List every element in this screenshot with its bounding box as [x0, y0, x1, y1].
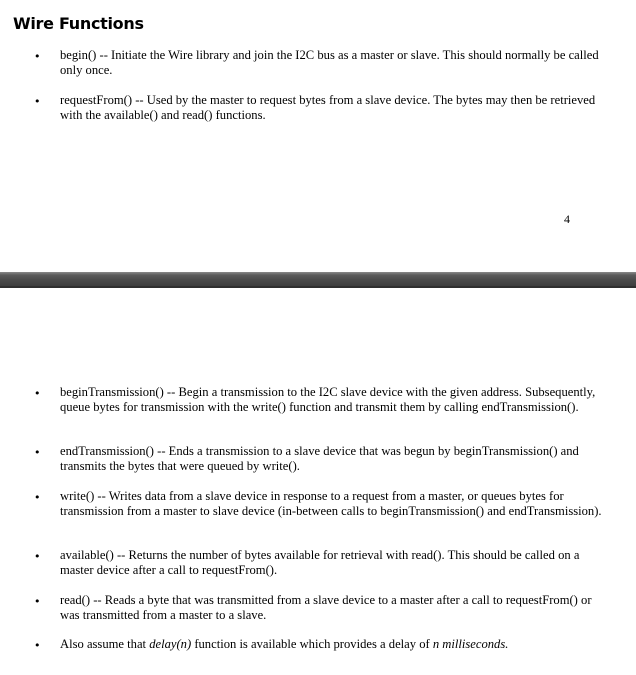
page-number: 4	[564, 212, 570, 226]
page-heading: Wire Functions	[13, 14, 144, 33]
list-item-begintransmission	[34, 385, 604, 415]
note-unit: n milliseconds.	[432, 637, 509, 651]
list-item-text: write() -- Writes data from a slave device in response to a request from a master, or queues bytes for transmission from a master to slave device (in-between calls to beginTransmission() and endTransmission).	[60, 489, 602, 518]
page-break-divider	[0, 272, 636, 288]
note-middle: function is available which provides a delay of	[191, 637, 433, 651]
bullet-icon: •	[34, 491, 41, 504]
list-item-available	[34, 548, 604, 578]
list-item-text: read() -- Reads a byte that was transmitted from a slave device to a master after a call to requestFrom() or was transmitted from a master to a slave.	[60, 593, 592, 622]
list-item-text: endTransmission() -- Ends a transmission to a slave device that was begun by beginTransmission() and transmits the bytes that were queued by write().	[60, 444, 579, 473]
list-item-text	[60, 637, 604, 652]
bullet-icon: •	[34, 639, 41, 652]
bullet-icon: •	[34, 595, 41, 608]
bullet-icon: •	[34, 446, 41, 459]
note-function: delay(n)	[149, 637, 192, 651]
list-item-write	[34, 489, 604, 519]
list-item-read	[34, 593, 604, 623]
bullet-icon: •	[34, 550, 41, 563]
bullet-icon: •	[34, 387, 41, 400]
bullet-icon: •	[34, 95, 41, 108]
list-item-text: requestFrom() -- Used by the master to request bytes from a slave device. The bytes may then be retrieved with the available() and read() functions.	[60, 93, 596, 122]
bullet-icon: •	[34, 50, 41, 63]
list-item-delay-note	[34, 637, 604, 652]
list-item-text: begin() -- Initiate the Wire library and join the I2C bus as a master or slave. This should normally be called only once.	[60, 48, 599, 77]
list-item-requestfrom	[34, 93, 604, 123]
list-item-text: beginTransmission() -- Begin a transmission to the I2C slave device with the given address. Subsequently, queue bytes for transmission with the write() function and transmit them by calling endTransmission().	[60, 385, 596, 414]
list-item-text: available() -- Returns the number of bytes available for retrieval with read(). This should be called on a master device after a call to requestFrom().	[60, 548, 580, 577]
note-prefix: Also assume that	[60, 637, 150, 651]
list-item-endtransmission	[34, 444, 604, 474]
list-item-begin	[34, 48, 604, 78]
